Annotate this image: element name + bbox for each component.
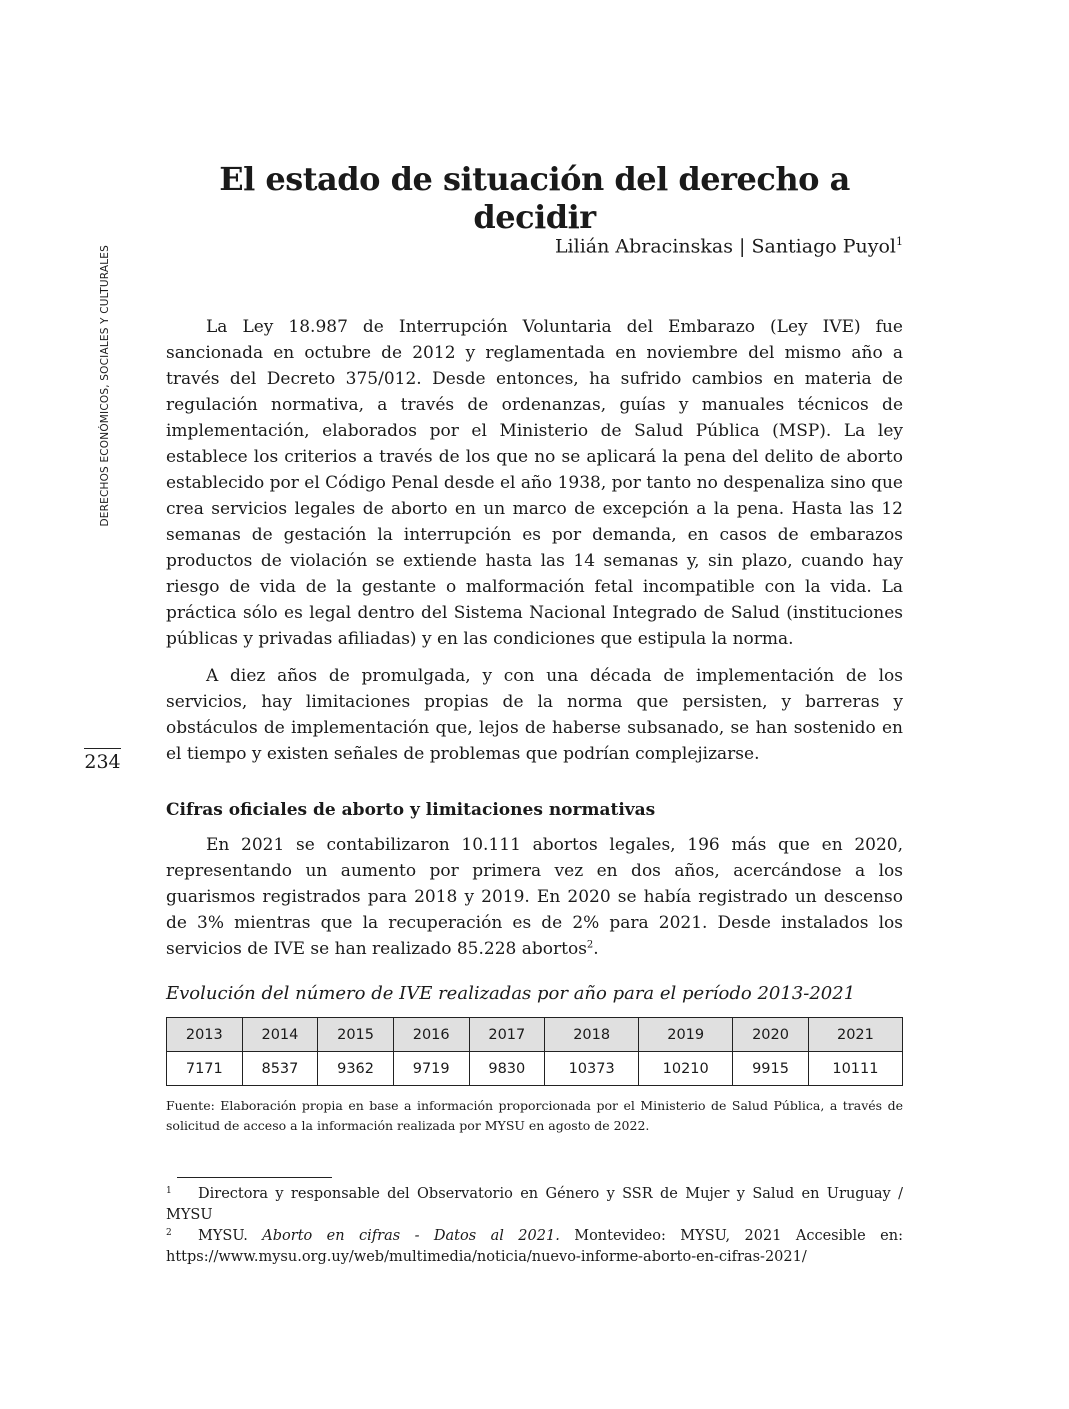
table-header-row bbox=[167, 1018, 903, 1052]
footnotes bbox=[166, 1177, 903, 1268]
section-heading: Cifras oficiales de aborto y limitaciones normativas bbox=[166, 800, 656, 820]
footnote-text-start: MYSU. bbox=[198, 1228, 263, 1244]
table-header-cell: 2013 bbox=[167, 1018, 243, 1052]
page-number: 234 bbox=[84, 748, 121, 773]
authors-names: Lilián Abracinskas | Santiago Puyol bbox=[554, 235, 896, 258]
footnote-number: 2 bbox=[166, 1228, 172, 1238]
paragraph-figures-end: . bbox=[593, 939, 599, 959]
table-header-cell: 2015 bbox=[318, 1018, 394, 1052]
table-cell: 10111 bbox=[808, 1052, 902, 1086]
table-header-cell: 2014 bbox=[242, 1018, 318, 1052]
footnote-2 bbox=[166, 1226, 903, 1268]
table-header-cell: 2019 bbox=[639, 1018, 733, 1052]
table-caption: Evolución del número de IVE realizadas por año para el período 2013-2021 bbox=[166, 983, 856, 1004]
authors bbox=[555, 235, 903, 257]
paragraph-intro: La Ley 18.987 de Interrupción Voluntaria del Embarazo (Ley IVE) fue sancionada en octubre de 2012 y reglamentada en noviembre del mismo año a través del Decreto 375/012. Desde entonces, ha sufrido cambios en materia de regulación normativa, a través de ordenanzas, guías y manuales técnicos de implementación, elaborados por el Ministerio de Salud Pública (MSP). La ley establece los criterios a través de los que no se aplicará la pena del delito de aborto establecido por el Código Penal desde el año 1938, por tanto no despenaliza sino que crea servicios legales de aborto en un marco de excepción a la pena. Hasta las 12 semanas de gestación la interrupción es por demanda, en casos de embarazos productos de violación se extiende hasta las 14 semanas y, sin plazo, cuando hay riesgo de vida de la gestante o malformación fetal incompatible con la vida. La práctica sólo es legal dentro del Sistema Nacional Integrado de Salud (instituciones públicas y privadas afiliadas) y en las condiciones que estipula la norma. bbox=[166, 317, 903, 649]
paragraph-figures bbox=[166, 832, 903, 962]
table-header-cell: 2021 bbox=[808, 1018, 902, 1052]
table-cell: 8537 bbox=[242, 1052, 318, 1086]
footnote-divider bbox=[177, 1177, 332, 1178]
ive-table bbox=[166, 1017, 903, 1086]
table-cell: 10210 bbox=[639, 1052, 733, 1086]
table-header-cell: 2020 bbox=[733, 1018, 809, 1052]
table-header-cell: 2017 bbox=[469, 1018, 545, 1052]
table-source-note: Fuente: Elaboración propia en base a información proporcionada por el Ministerio de Salud Pública, a través de solicitud de acceso a la información realizada por MYSU en agosto de 2022. bbox=[166, 1098, 903, 1133]
table-cell: 9830 bbox=[469, 1052, 545, 1086]
footnote-publication-title: Aborto en cifras - Datos al 2021. bbox=[262, 1228, 560, 1244]
running-section-label: DERECHOS ECONÓMICOS, SOCIALES Y CULTURALES bbox=[99, 245, 111, 527]
table-row bbox=[167, 1052, 903, 1086]
table-cell: 9915 bbox=[733, 1052, 809, 1086]
article-body bbox=[166, 314, 903, 1136]
table-cell: 9362 bbox=[318, 1052, 394, 1086]
table-cell: 10373 bbox=[545, 1052, 639, 1086]
table-cell: 7171 bbox=[167, 1052, 243, 1086]
footnote-1 bbox=[166, 1184, 903, 1226]
page-title: El estado de situación del derecho a decidir bbox=[219, 160, 850, 236]
footnote-text: Directora y responsable del Observatorio en Género y SSR de Mujer y Salud en Uruguay / MYSU bbox=[166, 1186, 903, 1223]
footnote-number: 1 bbox=[166, 1186, 172, 1196]
table-header-cell: 2018 bbox=[545, 1018, 639, 1052]
paragraph-limitations: A diez años de promulgada, y con una década de implementación de los servicios, hay limitaciones propias de la norma que persisten, y barreras y obstáculos de implementación que, lejos de haberse subsanado, se han sostenido en el tiempo y existen señales de problemas que podrían complejizarse. bbox=[166, 666, 903, 764]
table-header-cell: 2016 bbox=[393, 1018, 469, 1052]
figures-footnote-ref: 2 bbox=[586, 939, 594, 951]
footnote-text-end: Montevideo: MYSU, 2021 Accesible en: https://www.mysu.org.uy/web/multimedia/noticia/nuevo-informe-aborto-en-cifras-2021/ bbox=[166, 1228, 903, 1265]
table-cell: 9719 bbox=[393, 1052, 469, 1086]
authors-footnote-ref: 1 bbox=[896, 235, 903, 248]
paragraph-figures-text: En 2021 se contabilizaron 10.111 abortos legales, 196 más que en 2020, representando un aumento por primera vez en dos años, acercándose a los guarismos registrados para 2018 y 2019. En 2020 se había registrado un descenso de 3% mientras que la recuperación es de 2% para 2021. Desde instalados los servicios de IVE se han realizado 85.228 abortos bbox=[166, 835, 903, 959]
